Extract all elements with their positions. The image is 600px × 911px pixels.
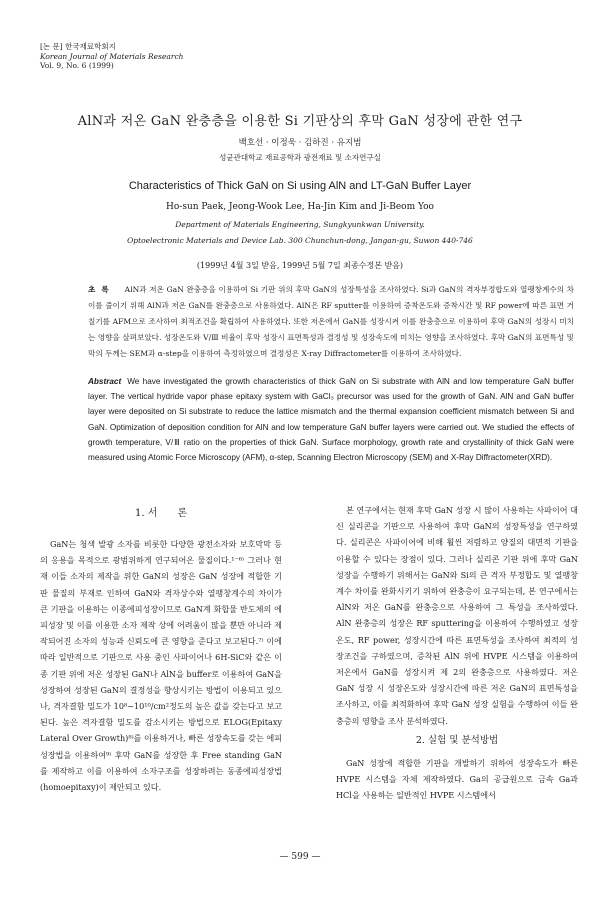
title-english: Characteristics of Thick GaN on Si using AlN and LT-GaN Buffer Layer: [128, 180, 472, 192]
section-2-heading: 2. 실험 및 분석방법: [415, 734, 499, 746]
abstract-english: [88, 374, 574, 465]
section-2-paragraph: GaN 성장에 적합한 기판을 개발하기 위하여 성장속도가 빠른 HVPE 시스템을 자체 제작하였다. Ga의 공급원으로 금속 Ga과 HCl을 사용하는 일반적인 HVPE 시스템에서: [336, 757, 578, 801]
lab-english: Optoelectronic Materials and Device Lab. 300 Chunchun-dong, Jangan-gu, Suwon 440-746: [127, 236, 473, 245]
journal-name-en: Korean Journal of Materials Research: [40, 51, 184, 61]
authors-korean: 백호선 · 이정욱 · 김하진 · 유지범: [238, 138, 362, 148]
abstract-english-text: We have investigated the growth characteristics of thick GaN on Si substrate with AlN and low temperature GaN buffer layer. The vertical hydride vapor phase epitaxy system with GaCl₃ precursor was used for the growth of GaN. AlN and GaN buffer layer were deposited on Si substrate to reduce the lattice mismatch and the thermal expansion coefficient mismatch between Si and GaN. Optimization of deposition condition for AlN and low temperature GaN buffer layers were carried out. We studied the effects of growth temperature, V/Ⅲ ratio on the properties of thick GaN. Surface morphology, growth rate and crystallinity of thick GaN were measured using Atomic Force Microscopy (AFM), α-step, Scanning Electron Microscopy (SEM) and X-Ray Diffractometer(XRD).: [88, 377, 574, 463]
abstract-korean-text: AlN과 저온 GaN 완충층을 이용하여 Si 기판 위의 후막 GaN의 성장특성을 조사하였다. Si과 GaN의 격자부정합도와 열팽창계수의 차이를 줄이기 위해 AlN과 저온 GaN를 완충층으로 사용하였다. AlN은 RF sputter를 이용하여 증착온도와 증착시간 및 RF power에 따른 표면 거칠기를 AFM으로 조사하여 최적조건을 확립하여 사용하였다. 또한 저온에서 GaN를 성장시켜 이를 완충층으로 이용하여 후막 GaN의 성장시 미치는 영향을 살펴보았다. 성장온도와 V/Ⅲ 비율이 후막 성장시 표면특성과 결정성 및 성장속도에 미치는 영향을 조사하였다. 후막 GaN의 표면특성 및 막의 두께는 SEM과 α-step을 이용하여 측정하였으며 결정성은 X-ray Diffractometer를 이용하여 조사하였다.: [88, 285, 574, 358]
page-number: — 599 —: [279, 852, 321, 862]
abstract-english-lead: Abstract: [88, 377, 122, 386]
department-english: Department of Materials Engineering, Sungkyunkwan University.: [175, 220, 425, 229]
section-1-heading: 1. 서 론: [134, 508, 188, 519]
section-1-paragraph-2: 본 연구에서는 현재 후막 GaN 성장 시 많이 사용하는 사파이어 대신 실리콘을 기판으로 사용하여 후막 GaN의 성장특성을 연구하였다. 실리콘은 사파이어에 비해 훨씬 저렴하고 양질의 대면적 기판을 이용할 수 있다는 장점이 있다. 그러나 실리콘 기판 위에 후막 GaN 성장을 수행하기 위해서는 GaN와 Si의 큰 격자 부정합도 및 열팽창계수 차이를 완화시키기 위하여 완충층이 요구되는데, 본 연구에서는 AlN와 저온 GaN를 완충층으로 사용하여 그 특성을 조사하였다. AlN 완충층의 성장은 RF sputtering을 이용하여 수행하였고 성장온도, RF power, 성장시간에 따른 표면특성을 조사하여 최적의 성장조건을 구하였으며, 증착된 AlN 위에 HVPE 시스템을 이용하여 저온에서 GaN를 성장시켜 제 2의 완충층으로 사용하였다. 저온 GaN 성장 시 성장온도와 성장시간에 따른 저온 GaN의 표면특성을 조사하고, 이를 최적화하여 후막 GaN 성장 실험을 수행하여 이들 완충층의 영향을 조사 분석하였다.: [336, 505, 578, 726]
abstract-korean: [88, 282, 574, 362]
received-dates: (1999년 4월 3일 받음, 1999년 5월 7일 최종수정본 받음): [196, 261, 404, 270]
title-korean: AlN과 저온 GaN 완충층을 이용한 Si 기판상의 후막 GaN 성장에 관한 연구: [77, 114, 523, 129]
affiliation-korean: 성균관대학교 재료공학과 광전재료 및 소자연구실: [219, 153, 381, 162]
journal-volume: Vol. 9, No. 6 (1999): [40, 61, 114, 70]
journal-type: [논 문] 한국재료학회지: [40, 42, 116, 51]
section-1-paragraph: GaN는 청색 발광 소자를 비롯한 다양한 광전소자와 보호막막 등의 응용을 목적으로 광범위하게 연구되어온 물질이다.¹⁻⁶⁾ 그러나 현재 이들 소자의 제작을 위한 GaN의 성장은 GaN 성장에 적합한 기판 물질의 부재로 인하여 GaN와 격자상수와 열팽창계수의 차이가 큰 기판을 이용하는 이종에피성장이므로 GaN계 화합물 반도체의 에피성장 및 이를 이용한 소자 제작 상에 어려움이 많을 뿐만 아니라 제작되어진 소자의 성능과 신뢰도에 큰 영향을 준다고 보고된다.⁷⁾ 이에 따라 일반적으로 기판으로 사용 중인 사파이어나 6H-SiC와 같은 이종 기판 위에 저온 성장된 GaN나 AlN을 buffer로 이용하여 GaN을 성장하여 성장된 GaN의 결정성을 향상시키는 방법이 이용되고 있으나, 격자결함 밀도가 10⁸~10¹⁰/cm²정도의 높은 값을 갖는다고 보고된다. 높은 격자결함 밀도를 감소시키는 방법으로 ELOG(Epitaxy Lateral Over Growth)⁸⁾를 이용하거나, 빠른 성장속도를 갖는 에피 성장법을 이용하여⁹⁾ 후막 GaN를 성장한 후 Free standing GaN를 제작하고 이를 이용하여 소자구조를 성장하려는 동종에피성장법(homoepitaxy)이 제안되고 있다.: [40, 539, 282, 793]
body-column-left: [40, 502, 282, 795]
authors-english: Ho-sun Paek, Jeong-Wook Lee, Ha-Jin Kim and Ji-Beom Yoo: [166, 202, 434, 212]
body-column-right: [336, 502, 578, 803]
journal-header: [40, 42, 183, 71]
abstract-korean-lead: 초록: [88, 285, 115, 294]
